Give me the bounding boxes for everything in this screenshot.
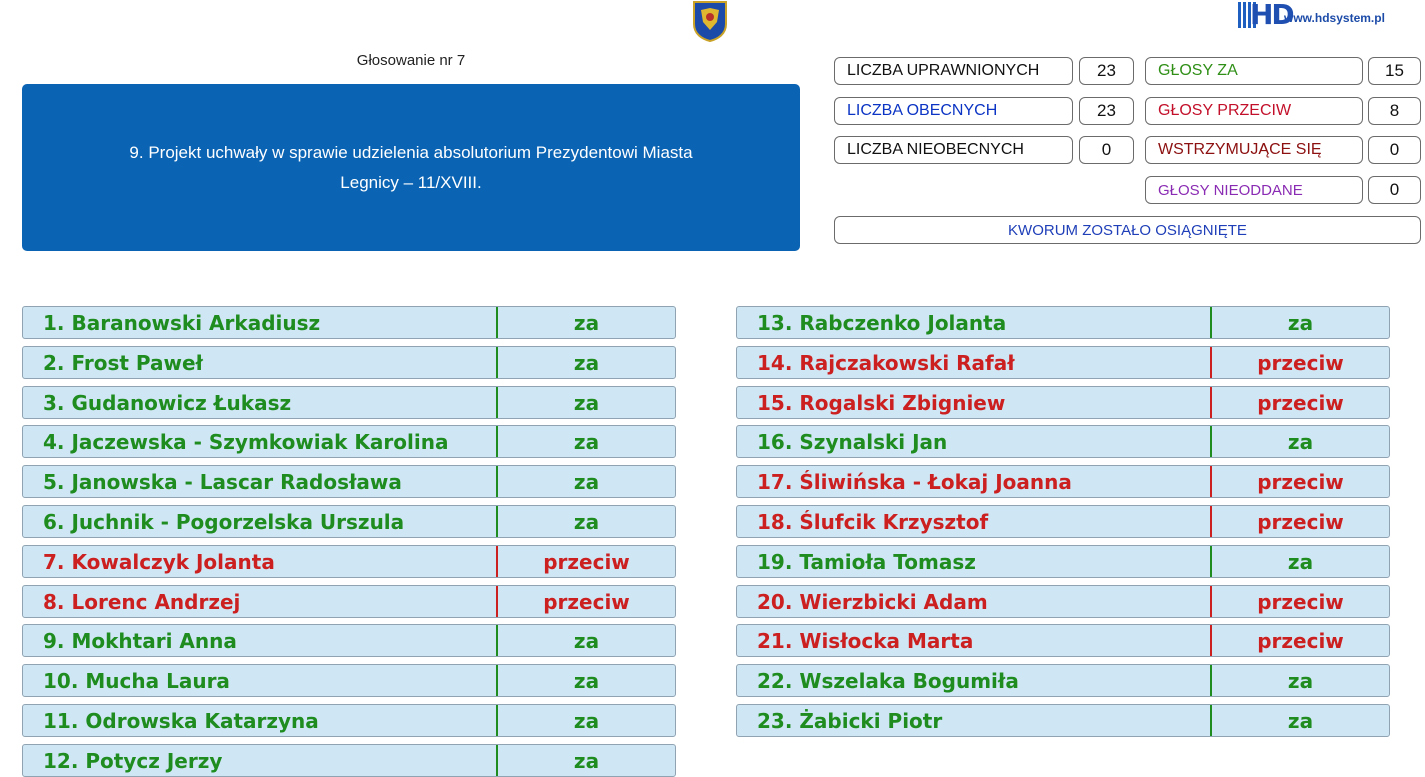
councillor-name: 7. Kowalczyk Jolanta [43, 549, 275, 574]
councillor-name: 23. Żabicki Piotr [757, 708, 943, 733]
stat-nieoddane-label: GŁOSY NIEODDANE [1145, 176, 1363, 204]
stat-uprawnionych-value: 23 [1079, 57, 1134, 85]
councillor-vote: przeciw [543, 589, 630, 614]
table-row [736, 505, 1390, 538]
table-row [22, 744, 676, 777]
city-crest-icon [692, 0, 728, 42]
stat-za-value: 15 [1368, 57, 1421, 85]
table-row [736, 624, 1390, 657]
councillor-name: 20. Wierzbicki Adam [757, 589, 988, 614]
councillor-name: 9. Mokhtari Anna [43, 628, 237, 653]
councillor-vote: za [573, 429, 600, 454]
table-row [22, 585, 676, 618]
table-row [22, 306, 676, 339]
table-row [22, 346, 676, 379]
councillor-vote: za [573, 310, 600, 335]
councillor-vote: przeciw [543, 549, 630, 574]
table-row [736, 425, 1390, 458]
table-row [736, 585, 1390, 618]
councillor-vote: za [1287, 429, 1314, 454]
councillor-name: 21. Wisłocka Marta [757, 628, 974, 653]
councillor-vote: za [1287, 549, 1314, 574]
councillor-vote: za [1287, 310, 1314, 335]
councillor-vote: za [573, 350, 600, 375]
councillor-name: 13. Rabczenko Jolanta [757, 310, 1007, 335]
councillor-name: 12. Potycz Jerzy [43, 748, 223, 773]
table-row [22, 545, 676, 578]
councillor-vote: przeciw [1257, 509, 1344, 534]
brand-url: www.hdsystem.pl [1284, 11, 1385, 25]
councillor-name: 22. Wszelaka Bogumiła [757, 668, 1019, 693]
councillor-vote: za [573, 390, 600, 415]
stat-wstrzymujace-label: WSTRZYMUJĄCE SIĘ [1145, 136, 1363, 164]
councillor-vote: przeciw [1257, 390, 1344, 415]
stat-za-label: GŁOSY ZA [1145, 57, 1363, 85]
table-row [22, 505, 676, 538]
table-row [736, 545, 1390, 578]
stat-nieoddane-value: 0 [1368, 176, 1421, 204]
table-row [22, 624, 676, 657]
table-row [22, 425, 676, 458]
councillor-name: 18. Ślufcik Krzysztof [757, 509, 989, 534]
councillor-vote: przeciw [1257, 628, 1344, 653]
councillor-vote: za [573, 628, 600, 653]
stat-wstrzymujace-value: 0 [1368, 136, 1421, 164]
stat-przeciw-label: GŁOSY PRZECIW [1145, 97, 1363, 125]
table-row [736, 386, 1390, 419]
hdsystem-logo: HD [1238, 2, 1282, 28]
councillor-name: 8. Lorenc Andrzej [43, 589, 241, 614]
councillor-vote: za [573, 469, 600, 494]
councillor-name: 4. Jaczewska - Szymkowiak Karolina [43, 429, 449, 454]
table-row [736, 346, 1390, 379]
councillor-vote: za [573, 748, 600, 773]
stat-nieobecnych-value: 0 [1079, 136, 1134, 164]
motion-text-line1: 9. Projekt uchwały w sprawie udzielenia absolutorium Prezydentowi Miasta [129, 142, 693, 162]
councillor-vote: za [1287, 668, 1314, 693]
councillor-vote: za [573, 708, 600, 733]
councillor-vote: przeciw [1257, 350, 1344, 375]
councillor-name: 5. Janowska - Lascar Radosława [43, 469, 402, 494]
quorum-status: KWORUM ZOSTAŁO OSIĄGNIĘTE [834, 216, 1421, 244]
stat-nieobecnych-label: LICZBA NIEOBECNYCH [834, 136, 1073, 164]
table-row [22, 704, 676, 737]
councillor-name: 1. Baranowski Arkadiusz [43, 310, 321, 335]
motion-panel [22, 84, 800, 251]
table-row [736, 465, 1390, 498]
councillor-vote: przeciw [1257, 469, 1344, 494]
stat-obecnych-value: 23 [1079, 97, 1134, 125]
table-row [736, 664, 1390, 697]
table-row [736, 704, 1390, 737]
table-row [22, 386, 676, 419]
councillor-name: 16. Szynalski Jan [757, 429, 948, 454]
councillor-vote: za [1287, 708, 1314, 733]
councillor-vote: za [573, 668, 600, 693]
vote-title: Głosowanie nr 7 [356, 52, 466, 69]
councillor-name: 11. Odrowska Katarzyna [43, 708, 319, 733]
stat-obecnych-label: LICZBA OBECNYCH [834, 97, 1073, 125]
table-row [736, 306, 1390, 339]
councillor-vote: za [573, 509, 600, 534]
councillor-name: 2. Frost Paweł [43, 350, 203, 375]
stat-uprawnionych-label: LICZBA UPRAWNIONYCH [834, 57, 1073, 85]
motion-text-line2: Legnicy – 11/XVIII. [340, 172, 482, 192]
councillor-name: 17. Śliwińska - Łokaj Joanna [757, 469, 1072, 494]
councillor-name: 19. Tamioła Tomasz [757, 549, 976, 574]
table-row [22, 664, 676, 697]
councillor-name: 14. Rajczakowski Rafał [757, 350, 1015, 375]
stat-przeciw-value: 8 [1368, 97, 1421, 125]
councillor-name: 3. Gudanowicz Łukasz [43, 390, 292, 415]
hdsystem-brand [1238, 0, 1385, 31]
councillor-name: 15. Rogalski Zbigniew [757, 390, 1006, 415]
table-row [22, 465, 676, 498]
councillor-vote: przeciw [1257, 589, 1344, 614]
councillor-name: 10. Mucha Laura [43, 668, 230, 693]
councillor-name: 6. Juchnik - Pogorzelska Urszula [43, 509, 405, 534]
